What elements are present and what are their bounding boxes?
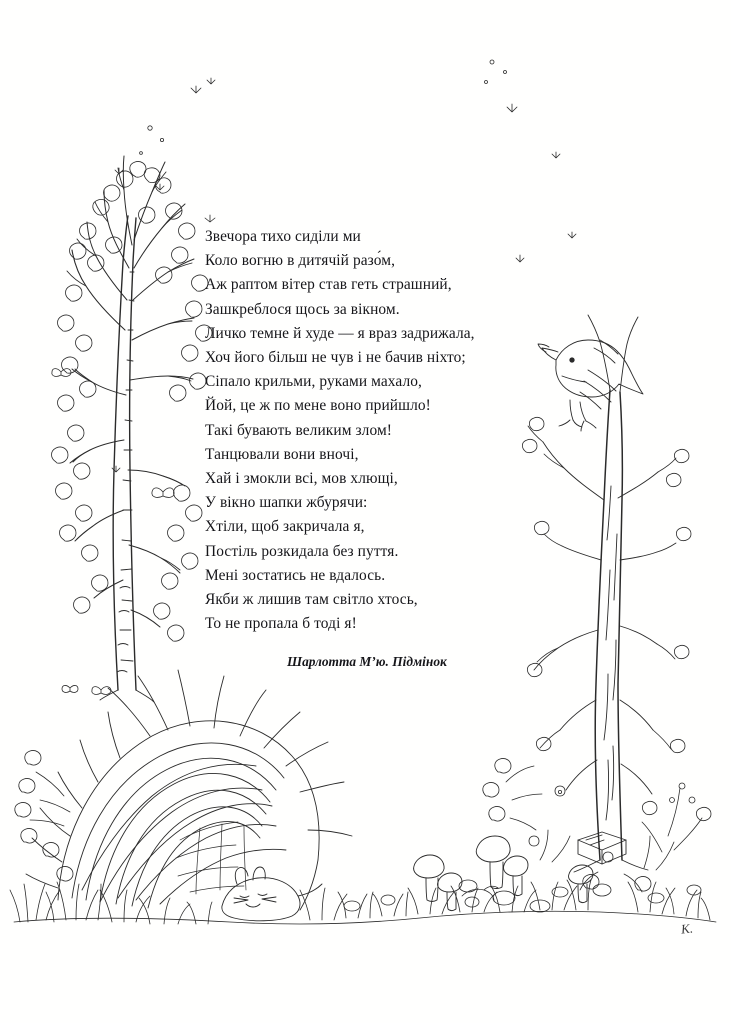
poem-line: Зашкреблося щось за вікном. xyxy=(205,300,400,318)
poem-line: Хай і змокли всі, мов хлющі, xyxy=(205,470,398,488)
poem-attribution: Шарлотта М’ю. Підмінок xyxy=(287,654,447,670)
poem-line: Звечора тихо сиділи ми xyxy=(205,228,361,245)
poem-line: Коло вогню в дитячій разо́м, xyxy=(205,252,396,270)
poem-text-block xyxy=(205,225,625,670)
poem-line: Мені зостатись не вдалось. xyxy=(205,566,386,584)
poem-line: Йой, це ж по мене воно прийшло! xyxy=(205,397,431,415)
poem-line: Аж раптом вітер став геть страшний, xyxy=(205,276,452,294)
poem-line: У вікно шапки жбурячи: xyxy=(205,494,368,512)
poem-line: Личко темне й худе — я враз задрижала, xyxy=(205,324,475,342)
poem-line: Сіпало крильми, руками махало, xyxy=(205,373,422,391)
poem-line: Хтіли, щоб закричала я, xyxy=(205,518,365,536)
poem-line: Танцювали вони вночі, xyxy=(205,445,359,463)
poem-line: Хоч його більш не чув і не бачив ніхто; xyxy=(205,349,466,367)
poem-line: Постіль розкидала без пуття. xyxy=(205,542,399,560)
poem-line: То не пропала б тоді я! xyxy=(205,615,357,633)
poem-line: Такі бувають великим злом! xyxy=(205,421,393,439)
poem-line: Якби ж лишив там світло хтось, xyxy=(205,591,418,609)
artist-signature: K. xyxy=(680,920,694,937)
